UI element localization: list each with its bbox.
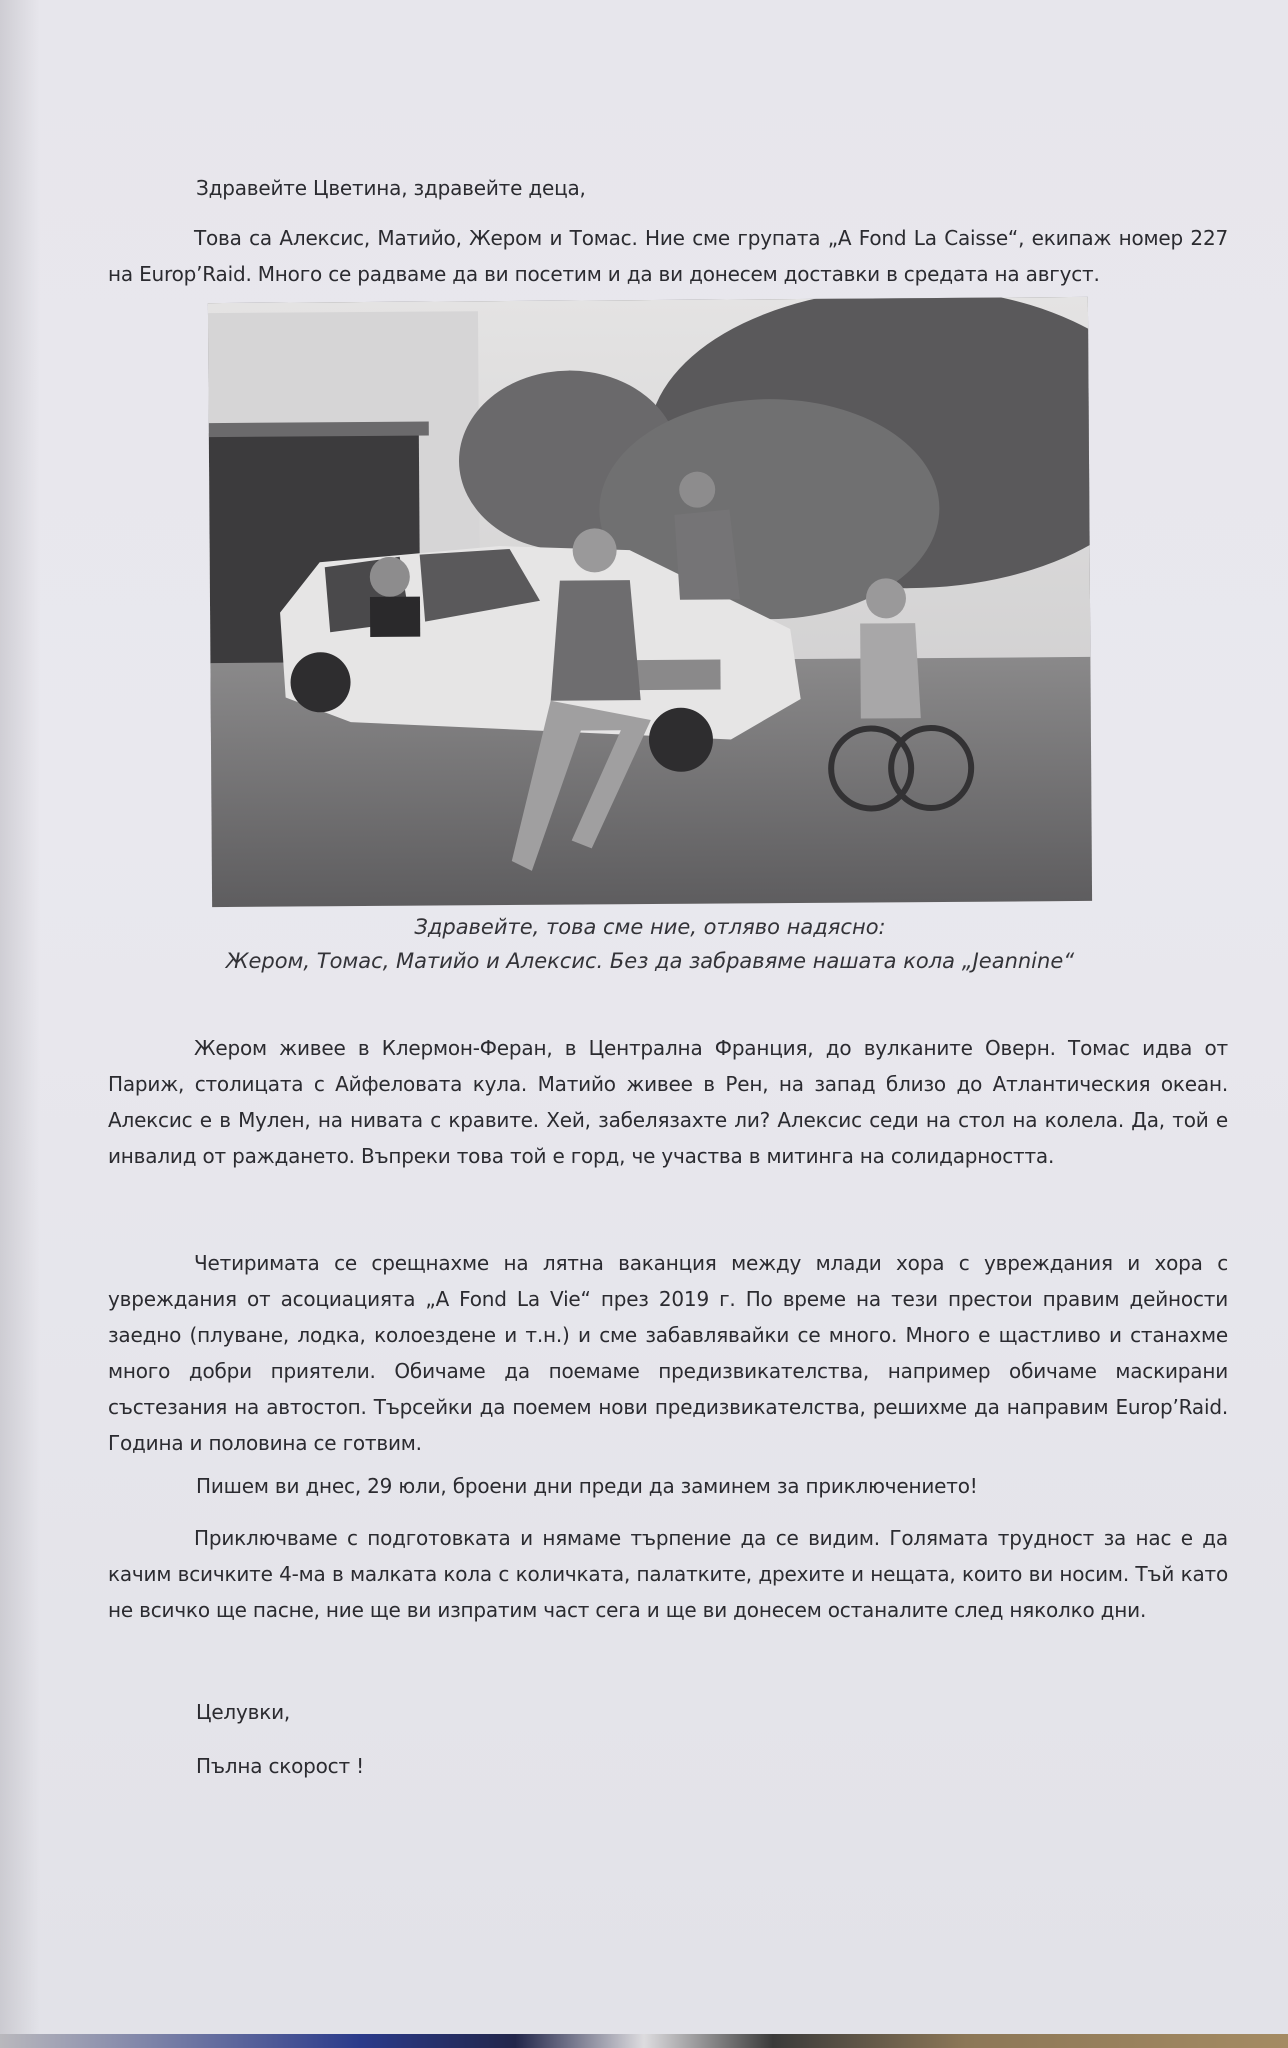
paragraph-date-note: Пишем ви днес, 29 юли, броени дни преди да заминем за приключението! xyxy=(196,1474,978,1498)
paragraph-hometowns: Жером живее в Клермон-Феран, в Централна Франция, до вулканите Оверн. Томас идва от Париж, столицата с Айфеловата кула. Матийо живее в Рен, на запад близо до Атлантическия океан. Алексис е в Мулен, на нивата с кравите. Хей, забелязахте ли? Алексис седи на стол на колела. Да, той е инвалид от раждането. Въпреки това той е горд, че участва в митинга на солидарността. xyxy=(108,1036,1228,1168)
photo-caption-line-2: Жером, Томас, Матийо и Алексис. Без да забравяме нашата кола „Jeannine“ xyxy=(225,949,1075,973)
background-surface xyxy=(0,2034,1288,2048)
greeting: Здравейте Цветина, здравейте деца, xyxy=(196,176,586,200)
photo-illustration xyxy=(208,297,1092,907)
photo-caption-line-1: Здравейте, това сме ние, отляво надясно: xyxy=(414,915,886,939)
team-photo xyxy=(208,297,1092,907)
paragraph-preparation: Приключваме с подготовката и нямаме търпение да се видим. Голямата трудност за нас е да качим всичките 4-ма в малката кола с количката, палатките, дрехите и нещата, които ви носим. Тъй като не всичко ще пасне, ние ще ви изпратим част сега и ще ви донесем останалите след няколко дни. xyxy=(108,1526,1228,1622)
paragraph-how-we-met: Четиримата се срещнахме на лятна ваканция между млади хора с увреждания и хора с увреждания от асоциацията „A Fond La Vie“ през 2019 г. По време на тези престои правим дейности заедно (плуване, лодка, колоездене и т.н.) и сме забавлявайки се много. Много е щастливо и станахме много добри приятели. Обичаме да поемаме предизвикателства, например обичаме маскирани състезания на автостоп. Търсейки да поемем нови предизвикателства, решихме да направим Europ’Raid. Година и половина се готвим. xyxy=(108,1251,1228,1455)
paragraph-intro: Това са Алексис, Матийо, Жером и Томас. Ние сме групата „A Fond La Caisse“, екипаж номер 227 на Europ’Raid. Много се радваме да ви посетим и да ви донесем доставки в средата на август. xyxy=(108,226,1228,286)
closing: Целувки, xyxy=(196,1700,291,1724)
signoff: Пълна скорост ! xyxy=(196,1754,364,1778)
